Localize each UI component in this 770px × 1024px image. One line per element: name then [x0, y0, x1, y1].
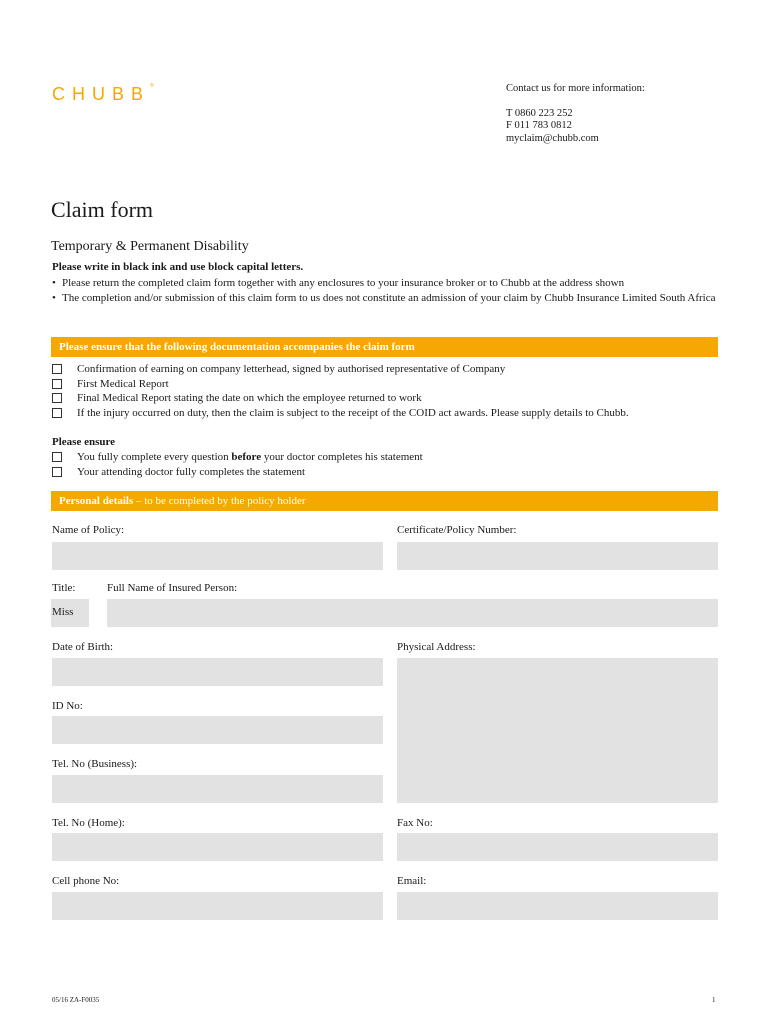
instruction-bullets	[52, 276, 718, 305]
checkbox[interactable]	[52, 364, 62, 374]
contact-fax: F 011 783 0812	[506, 120, 572, 131]
contact-email[interactable]: myclaim@chubb.com	[506, 132, 599, 144]
tel-home-field[interactable]	[52, 833, 383, 861]
page-number: 1	[712, 996, 716, 1004]
contact-heading: Contact us for more information:	[506, 83, 645, 94]
checklist-item: You fully complete every question before your doctor completes his statement	[52, 450, 718, 465]
title-label: Title:	[52, 582, 76, 594]
name-of-policy-field[interactable]	[52, 542, 383, 570]
checkbox[interactable]	[52, 452, 62, 462]
contact-tel: T 0860 223 252	[506, 107, 573, 119]
bullet-item: • The completion and/or submission of this claim form to us does not constitute an admission of your claim by Chubb Insurance Limited South Africa	[52, 291, 716, 304]
physical-address-field[interactable]	[397, 658, 718, 803]
title-field[interactable]: Miss	[51, 599, 89, 627]
form-code: 05/16 ZA-F0035	[52, 996, 100, 1004]
chubb-logo: CHUBB®	[52, 83, 154, 104]
page-title: Claim form	[51, 197, 154, 222]
checkbox[interactable]	[52, 467, 62, 477]
physical-address-label: Physical Address:	[397, 641, 476, 653]
tel-home-label: Tel. No (Home):	[52, 817, 125, 829]
cell-label: Cell phone No:	[52, 875, 120, 887]
checklist-item: If the injury occurred on duty, then the claim is subject to the receipt of the COID act awards. Please supply details to Chubb.	[52, 406, 718, 421]
email-label: Email:	[397, 875, 427, 887]
ensure-heading: Please ensure	[52, 436, 116, 448]
email-field[interactable]	[397, 892, 718, 920]
checkbox[interactable]	[52, 393, 62, 403]
checkbox[interactable]	[52, 379, 62, 389]
tel-business-field[interactable]	[52, 775, 383, 803]
checklist-item: Your attending doctor fully completes the statement	[52, 465, 718, 480]
dob-label: Date of Birth:	[52, 641, 114, 653]
full-name-label: Full Name of Insured Person:	[107, 582, 238, 594]
full-name-field[interactable]	[107, 599, 718, 627]
id-no-label: ID No:	[52, 700, 83, 712]
ensure-checklist	[52, 450, 718, 479]
certificate-number-label: Certificate/Policy Number:	[397, 524, 517, 536]
personal-details-bar: Personal details – to be completed by the policy holder	[51, 491, 718, 511]
dob-field[interactable]	[52, 658, 383, 686]
id-no-field[interactable]	[52, 716, 383, 744]
checklist-item: Final Medical Report stating the date on which the employee returned to work	[52, 391, 718, 406]
checklist-item: Confirmation of earning on company letterhead, signed by authorised representative of Company	[52, 362, 718, 377]
cell-field[interactable]	[52, 892, 383, 920]
page-subtitle: Temporary & Permanent Disability	[51, 239, 249, 254]
fax-field[interactable]	[397, 833, 718, 861]
checklist-item: First Medical Report	[52, 377, 718, 392]
fax-label: Fax No:	[397, 817, 433, 829]
documentation-checklist	[52, 362, 718, 420]
instruction-bold: Please write in black ink and use block capital letters.	[52, 261, 304, 273]
checkbox[interactable]	[52, 408, 62, 418]
contact-block	[506, 83, 645, 145]
certificate-number-field[interactable]	[397, 542, 718, 570]
bullet-item: • Please return the completed claim form together with any enclosures to your insurance broker or to Chubb at the address shown	[52, 277, 625, 289]
documentation-header-bar: Please ensure that the following documentation accompanies the claim form	[51, 337, 718, 357]
tel-business-label: Tel. No (Business):	[52, 758, 138, 770]
name-of-policy-label: Name of Policy:	[52, 524, 125, 536]
registered-mark: ®	[150, 83, 154, 89]
